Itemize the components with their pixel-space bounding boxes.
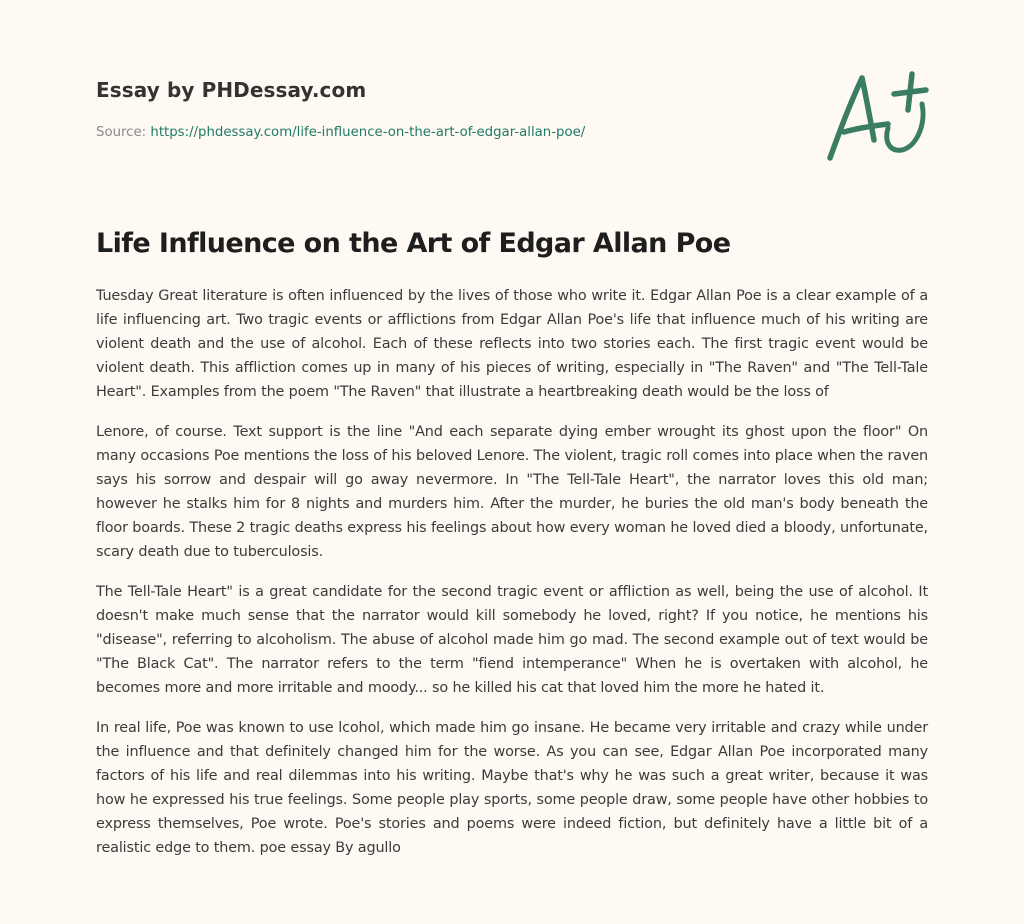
article-title: Life Influence on the Art of Edgar Allan Poe [96, 228, 731, 259]
paragraph: The Tell-Tale Heart" is a great candidate for the second tragic event or affliction as well, being the use of alcohol. It doesn't make much sense that the narrator would kill somebody he loved, right? If you notice, he mentions his "disease", referring to alcoholism. The abuse of alcohol made him go mad. The second example out of text would be "The Black Cat". The narrator refers to the term "fiend intemperance" When he is overtaken with alcohol, he becomes more and more irritable and moody... so he killed his cat that loved him the more he hated it. [96, 584, 928, 696]
source-line [96, 123, 856, 143]
a-plus-grade-icon [822, 66, 932, 166]
brand-title: Essay by PHDessay.com [96, 78, 367, 102]
article-body [96, 284, 928, 876]
source-link[interactable]: https://phdessay.com/life-influence-on-the-art-of-edgar-allan-poe/ [150, 125, 586, 140]
page-header [96, 76, 856, 143]
paragraph: Lenore, of course. Text support is the line "And each separate dying ember wrought its ghost upon the floor" On many occasions Poe mentions the loss of his beloved Lenore. The violent, tragic roll comes into place when the raven says his sorrow and despair will go away nevermore. In "The Tell-Tale Heart", the narrator loves this old man; however he stalks him for 8 nights and murders him. After the murder, he buries the old man's body beneath the floor boards. These 2 tragic deaths express his feelings about how every woman he loved died a bloody, unfortunate, scary death due to tuberculosis. [96, 424, 928, 560]
paragraph: Tuesday Great literature is often influenced by the lives of those who write it. Edgar Allan Poe is a clear example of a life influencing art. Two tragic events or afflictions from Edgar Allan Poe's life that influence much of his writing are violent death and the use of alcohol. Each of these reflects into two stories each. The first tragic event would be violent death. This affliction comes up in many of his pieces of writing, especially in "The Raven" and "The Tell-Tale Heart". Examples from the poem "The Raven" that illustrate a heartbreaking death would be the loss of [96, 288, 928, 400]
paragraph: In real life, Poe was known to use lcohol, which made him go insane. He became very irritable and crazy while under the influence and that definitely changed him for the worse. As you can see, Edgar Allan Poe incorporated many factors of his life and real dilemmas into his writing. Maybe that's why he was such a great writer, because it was how he expressed his true feelings. Some people play sports, some people draw, some people have other hobbies to express themselves, Poe wrote. Poe's stories and poems were indeed fiction, but definitely have a little bit of a realistic edge to them. poe essay By agullo [96, 720, 928, 856]
source-label: Source: [96, 125, 147, 140]
